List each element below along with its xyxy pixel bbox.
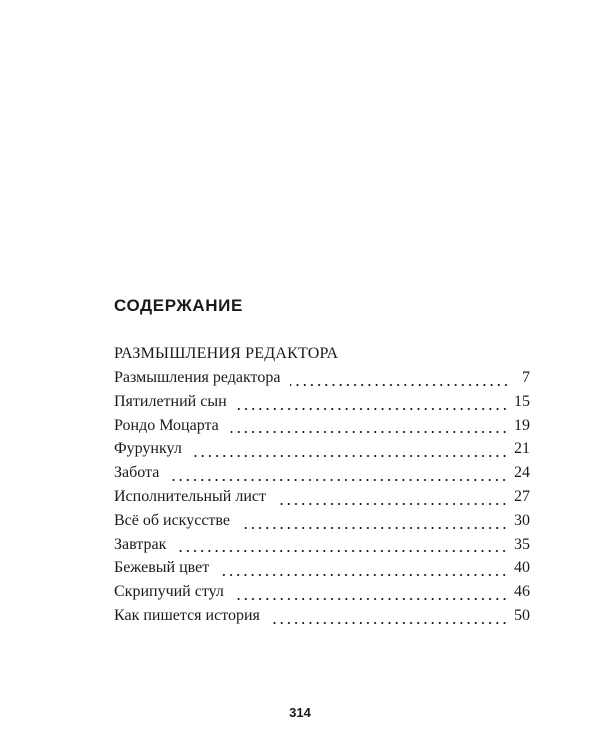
toc-entry (114, 536, 530, 560)
dot-leader (169, 479, 508, 481)
toc-entry (114, 369, 530, 393)
toc-entry-title: Исполнительный лист (114, 487, 267, 505)
toc-entry-page: 15 (514, 392, 530, 410)
toc-entry-title: Рондо Моцарта (114, 416, 219, 434)
dot-leader (176, 550, 508, 552)
toc-entry (114, 488, 530, 512)
dot-leader (229, 431, 508, 433)
toc-entry-title: Размышления редактора (114, 369, 281, 386)
toc-entry-title: Забота (114, 464, 160, 482)
toc-entry-title: Как пишется история (114, 606, 260, 624)
dot-leader (192, 455, 508, 457)
dot-leader (270, 622, 508, 624)
toc-list (114, 369, 530, 631)
toc-entry-page: 24 (514, 464, 530, 482)
toc-entry (114, 583, 530, 607)
toc-entry-page: 7 (522, 369, 530, 386)
toc-entry-page: 35 (514, 535, 530, 553)
dot-leader (276, 503, 508, 505)
toc-entry (114, 464, 530, 488)
toc-heading: СОДЕРЖАНИЕ (114, 296, 243, 315)
toc-entry (114, 512, 530, 536)
toc-entry (114, 393, 530, 417)
toc-entry-title: Пятилетний сын (114, 392, 227, 410)
section-title: РАЗМЫШЛЕНИЯ РЕДАКТОРА (114, 345, 339, 362)
toc-entry-title: Завтрак (114, 535, 167, 553)
toc-entry-page: 40 (514, 559, 530, 577)
toc-entry-page: 21 (514, 440, 530, 458)
toc-entry-title: Всё об искусстве (114, 511, 230, 529)
toc-entry-page: 46 (514, 583, 530, 601)
toc-entry-page: 27 (514, 487, 530, 505)
toc-entry (114, 559, 530, 583)
toc-entry-title: Бежевый цвет (114, 559, 210, 577)
toc-entry (114, 440, 530, 464)
dot-leader (290, 384, 510, 386)
toc-entry-page: 19 (514, 416, 530, 434)
toc-entry-page: 50 (514, 606, 530, 624)
dot-leader (234, 598, 508, 600)
toc-entry (114, 607, 530, 631)
toc-entry-page: 30 (514, 511, 530, 529)
dot-leader (237, 408, 508, 410)
dot-leader (219, 574, 508, 576)
toc-entry (114, 417, 530, 441)
toc-entry-title: Фурункул (114, 440, 182, 458)
page-number: 314 (289, 705, 311, 720)
toc-entry-title: Скрипучий стул (114, 583, 224, 601)
dot-leader (240, 527, 508, 529)
